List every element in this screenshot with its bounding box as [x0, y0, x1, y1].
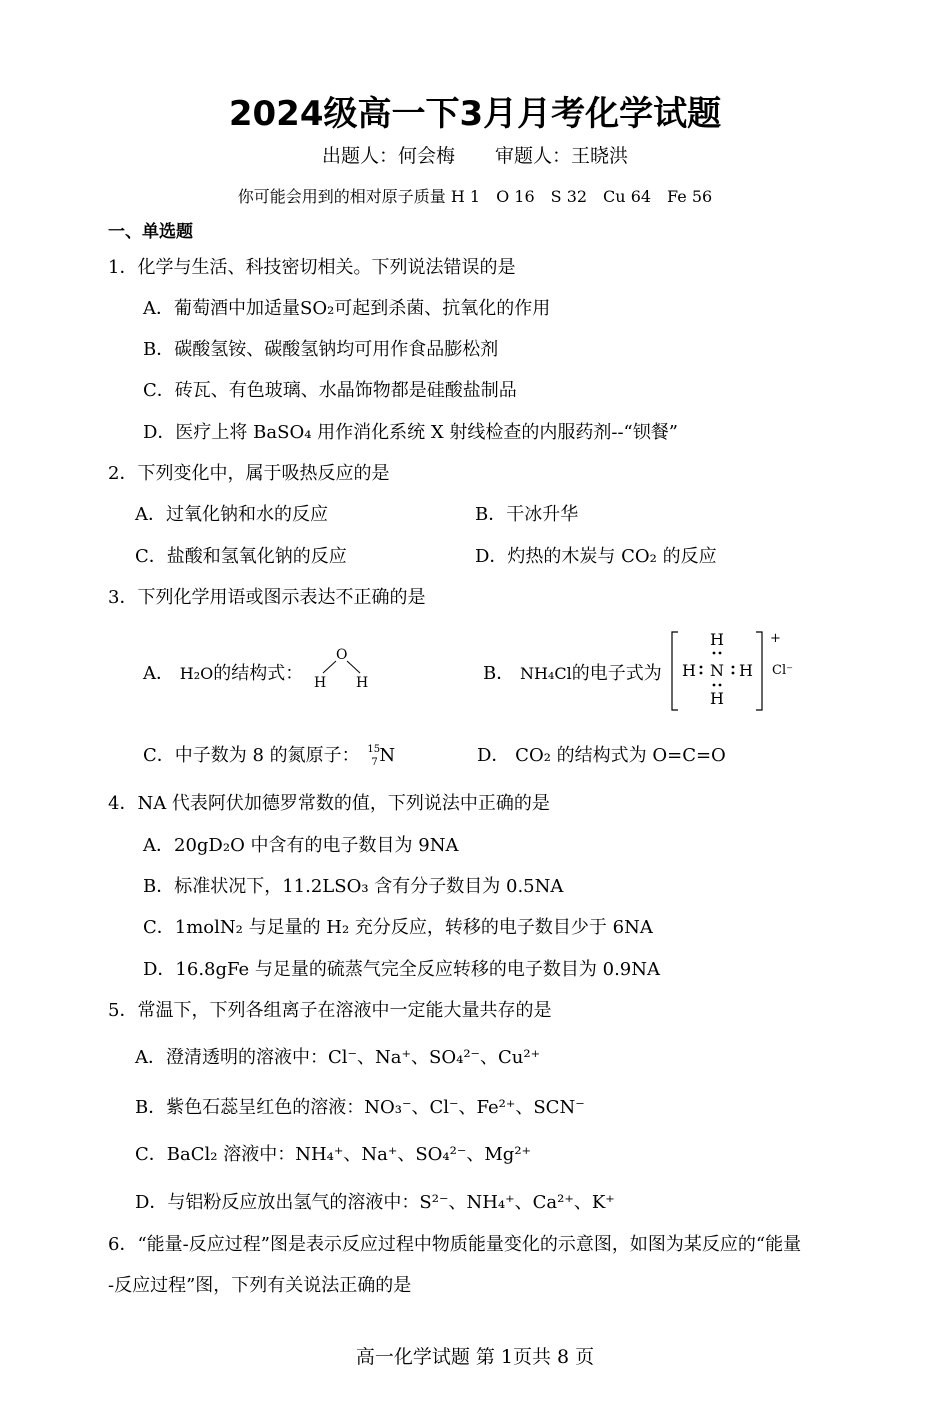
page-title: 2024级高一下3月月考化学试题: [228, 94, 722, 134]
q3-d-text: CO₂ 的结构式为 O=C=O: [515, 745, 726, 766]
nuclide-symbol: N: [379, 745, 396, 766]
q3-b-prefix: B．: [483, 663, 515, 684]
q2-stem: 2．下列变化中，属于吸热反应的是: [108, 463, 390, 484]
q4-option-a: A．20gD₂O 中含有的电子数目为 9NA: [143, 835, 459, 856]
q6-stem-line1: 6．“能量-反应过程”图是表示反应过程中物质能量变化的示意图，如图为某反应的“能量: [108, 1234, 802, 1255]
q3-d-prefix: D．: [477, 745, 510, 766]
h-top: H: [710, 630, 724, 649]
q1-option-a: A．葡萄酒中加适量SO₂可起到杀菌、抗氧化的作用: [143, 298, 551, 319]
q5-option-c: C．BaCl₂ 溶液中：NH₄⁺、Na⁺、SO₄²⁻、Mg²⁺: [135, 1144, 532, 1165]
q4-option-c: C．1molN₂ 与足量的 H₂ 充分反应，转移的电子数目少于 6NA: [143, 917, 653, 938]
bracket-right: [756, 632, 762, 710]
q4-option-b: B．标准状况下，11.2LSO₃ 含有分子数目为 0.5NA: [143, 876, 564, 897]
q3-option-c: [143, 741, 395, 767]
q3-b-text: 的电子式为: [571, 663, 662, 684]
water-h-right: H: [356, 675, 369, 691]
section-heading: 一、单选题: [108, 222, 193, 242]
chloride-label: Cl⁻: [772, 663, 793, 678]
q3-option-a: [143, 659, 303, 685]
q6-stem-line2: -反应过程”图，下列有关说法正确的是: [108, 1275, 412, 1296]
reviewer: 审题人：王晓洪: [495, 145, 629, 167]
q5-option-a: A．澄清透明的溶液中：Cl⁻、Na⁺、SO₄²⁻、Cu²⁺: [135, 1047, 541, 1068]
bond-right: [347, 661, 360, 673]
page-footer: 高一化学试题 第 1页共 8 页: [355, 1346, 595, 1368]
setter: 出题人：何会梅: [321, 145, 455, 167]
q3-option-d: [477, 741, 726, 767]
q3-a-formula: H₂O: [179, 664, 214, 683]
nuclide-z: 7: [371, 757, 378, 768]
q1-option-d: D．医疗上将 BaSO₄ 用作消化系统 X 射线检查的内服药剂--“钡餐”: [143, 422, 678, 443]
charge-plus: +: [770, 631, 781, 646]
h-right: H: [739, 661, 753, 680]
q3-a-prefix: A．: [143, 663, 174, 684]
q3-a-text: 的结构式：: [213, 663, 304, 684]
ammonium-electron-diagram: [668, 626, 798, 716]
q3-stem: 3．下列化学用语或图示表达不正确的是: [108, 587, 426, 608]
water-o-label: O: [336, 647, 348, 663]
bond-left: [323, 661, 336, 673]
q5-stem: 5．常温下，下列各组离子在溶液中一定能大量共存的是: [108, 1000, 552, 1021]
h-left: H: [682, 661, 696, 680]
q5-option-b: B．紫色石蕊呈红色的溶液：NO₃⁻、Cl⁻、Fe²⁺、SCN⁻: [135, 1097, 585, 1118]
q4-option-d: D．16.8gFe 与足量的硫蒸气完全反应转移的电子数目为 0.9NA: [143, 959, 661, 980]
nuclide-mass: 15: [367, 744, 381, 755]
q2-option-d: D．灼热的木炭与 CO₂ 的反应: [475, 546, 717, 567]
atomic-masses: 你可能会用到的相对原子质量 H 1 O 16 S 32 Cu 64 Fe 56: [237, 187, 713, 206]
n-center: N: [710, 661, 724, 680]
authors-line: [0, 141, 950, 168]
q1-option-c: C．砖瓦、有色玻璃、水晶饰物都是硅酸盐制品: [143, 380, 517, 401]
q3-c-text: C．中子数为 8 的氮原子：: [143, 745, 360, 766]
h-bottom: H: [710, 689, 724, 708]
q3-b-formula: NH₄Cl: [519, 664, 572, 683]
q3-option-b: [483, 659, 662, 685]
q2-option-c: C．盐酸和氢氧化钠的反应: [135, 546, 347, 567]
q1-option-b: B．碳酸氢铵、碳酸氢钠均可用作食品膨松剂: [143, 339, 499, 360]
nuclide-scripts: [365, 746, 379, 766]
q4-stem: 4．NA 代表阿伏加德罗常数的值，下列说法中正确的是: [108, 793, 550, 814]
water-h-left: H: [314, 675, 327, 691]
q1-stem: 1．化学与生活、科技密切相关。下列说法错误的是: [108, 257, 516, 278]
q5-option-d: D．与铝粉反应放出氢气的溶液中：S²⁻、NH₄⁺、Ca²⁺、K⁺: [135, 1192, 615, 1213]
bracket-left: [672, 632, 678, 710]
q2-option-b: B．干冰升华: [475, 504, 579, 525]
q2-option-a: A．过氧化钠和水的反应: [135, 504, 328, 525]
water-structure-diagram: [305, 640, 380, 695]
